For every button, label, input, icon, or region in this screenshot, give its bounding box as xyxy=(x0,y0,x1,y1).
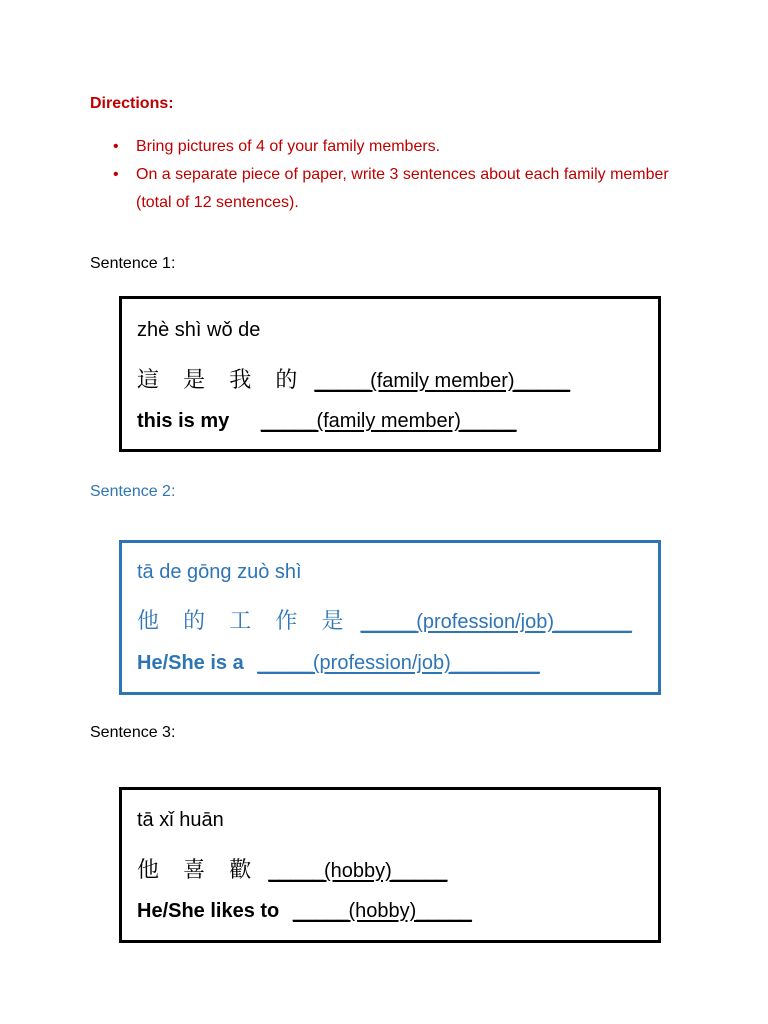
directions-item: • Bring pictures of 4 of your family members. xyxy=(90,133,690,161)
sentence-1-english: this is my xyxy=(137,410,230,432)
sentence-3-pinyin: tā xǐ huān xyxy=(137,809,224,831)
sentence-1-hanzi: 這 是 我 的 xyxy=(137,367,307,392)
sentence-1-label: Sentence 1: xyxy=(90,255,176,272)
sentence-3-hanzi-blank: _____(hobby)_____ xyxy=(268,860,448,882)
sentence-3-english: He/She likes to xyxy=(137,900,280,922)
sentence-1-hanzi-line xyxy=(137,363,570,394)
sentence-3-box xyxy=(119,787,661,943)
sentence-2-pinyin: tā de gōng zuò shì xyxy=(137,561,302,583)
sentence-3-english-line xyxy=(137,900,472,923)
sentence-3-hanzi-line xyxy=(137,853,447,884)
sentence-2-box xyxy=(119,540,661,695)
sentence-2-english-line xyxy=(137,652,540,675)
sentence-2-hanzi-line xyxy=(137,604,632,635)
sentence-3-english-blank: _____(hobby)_____ xyxy=(292,900,472,922)
sentence-1-pinyin: zhè shì wǒ de xyxy=(137,319,261,341)
sentence-3-label: Sentence 3: xyxy=(90,724,176,741)
sentence-1-english-line xyxy=(137,410,517,433)
directions-list xyxy=(90,133,690,217)
sentence-3-hanzi: 他 喜 歡 xyxy=(137,857,261,882)
sentence-2-english-blank: _____(profession/job)________ xyxy=(257,652,540,674)
sentence-1-hanzi-blank: _____(family member)_____ xyxy=(314,370,571,392)
sentence-2-label: Sentence 2: xyxy=(90,483,176,500)
directions-item: • On a separate piece of paper, write 3 sentences about each family member (total of 12 sentences). xyxy=(90,161,690,217)
sentence-2-hanzi: 他 的 工 作 是 xyxy=(137,608,353,633)
directions-title: Directions: xyxy=(90,95,174,112)
sentence-1-english-blank: _____(family member)_____ xyxy=(260,410,517,432)
sentence-2-english: He/She is a xyxy=(137,652,244,674)
sentence-2-hanzi-blank: _____(profession/job)_______ xyxy=(360,611,632,633)
sentence-1-box xyxy=(119,296,661,452)
